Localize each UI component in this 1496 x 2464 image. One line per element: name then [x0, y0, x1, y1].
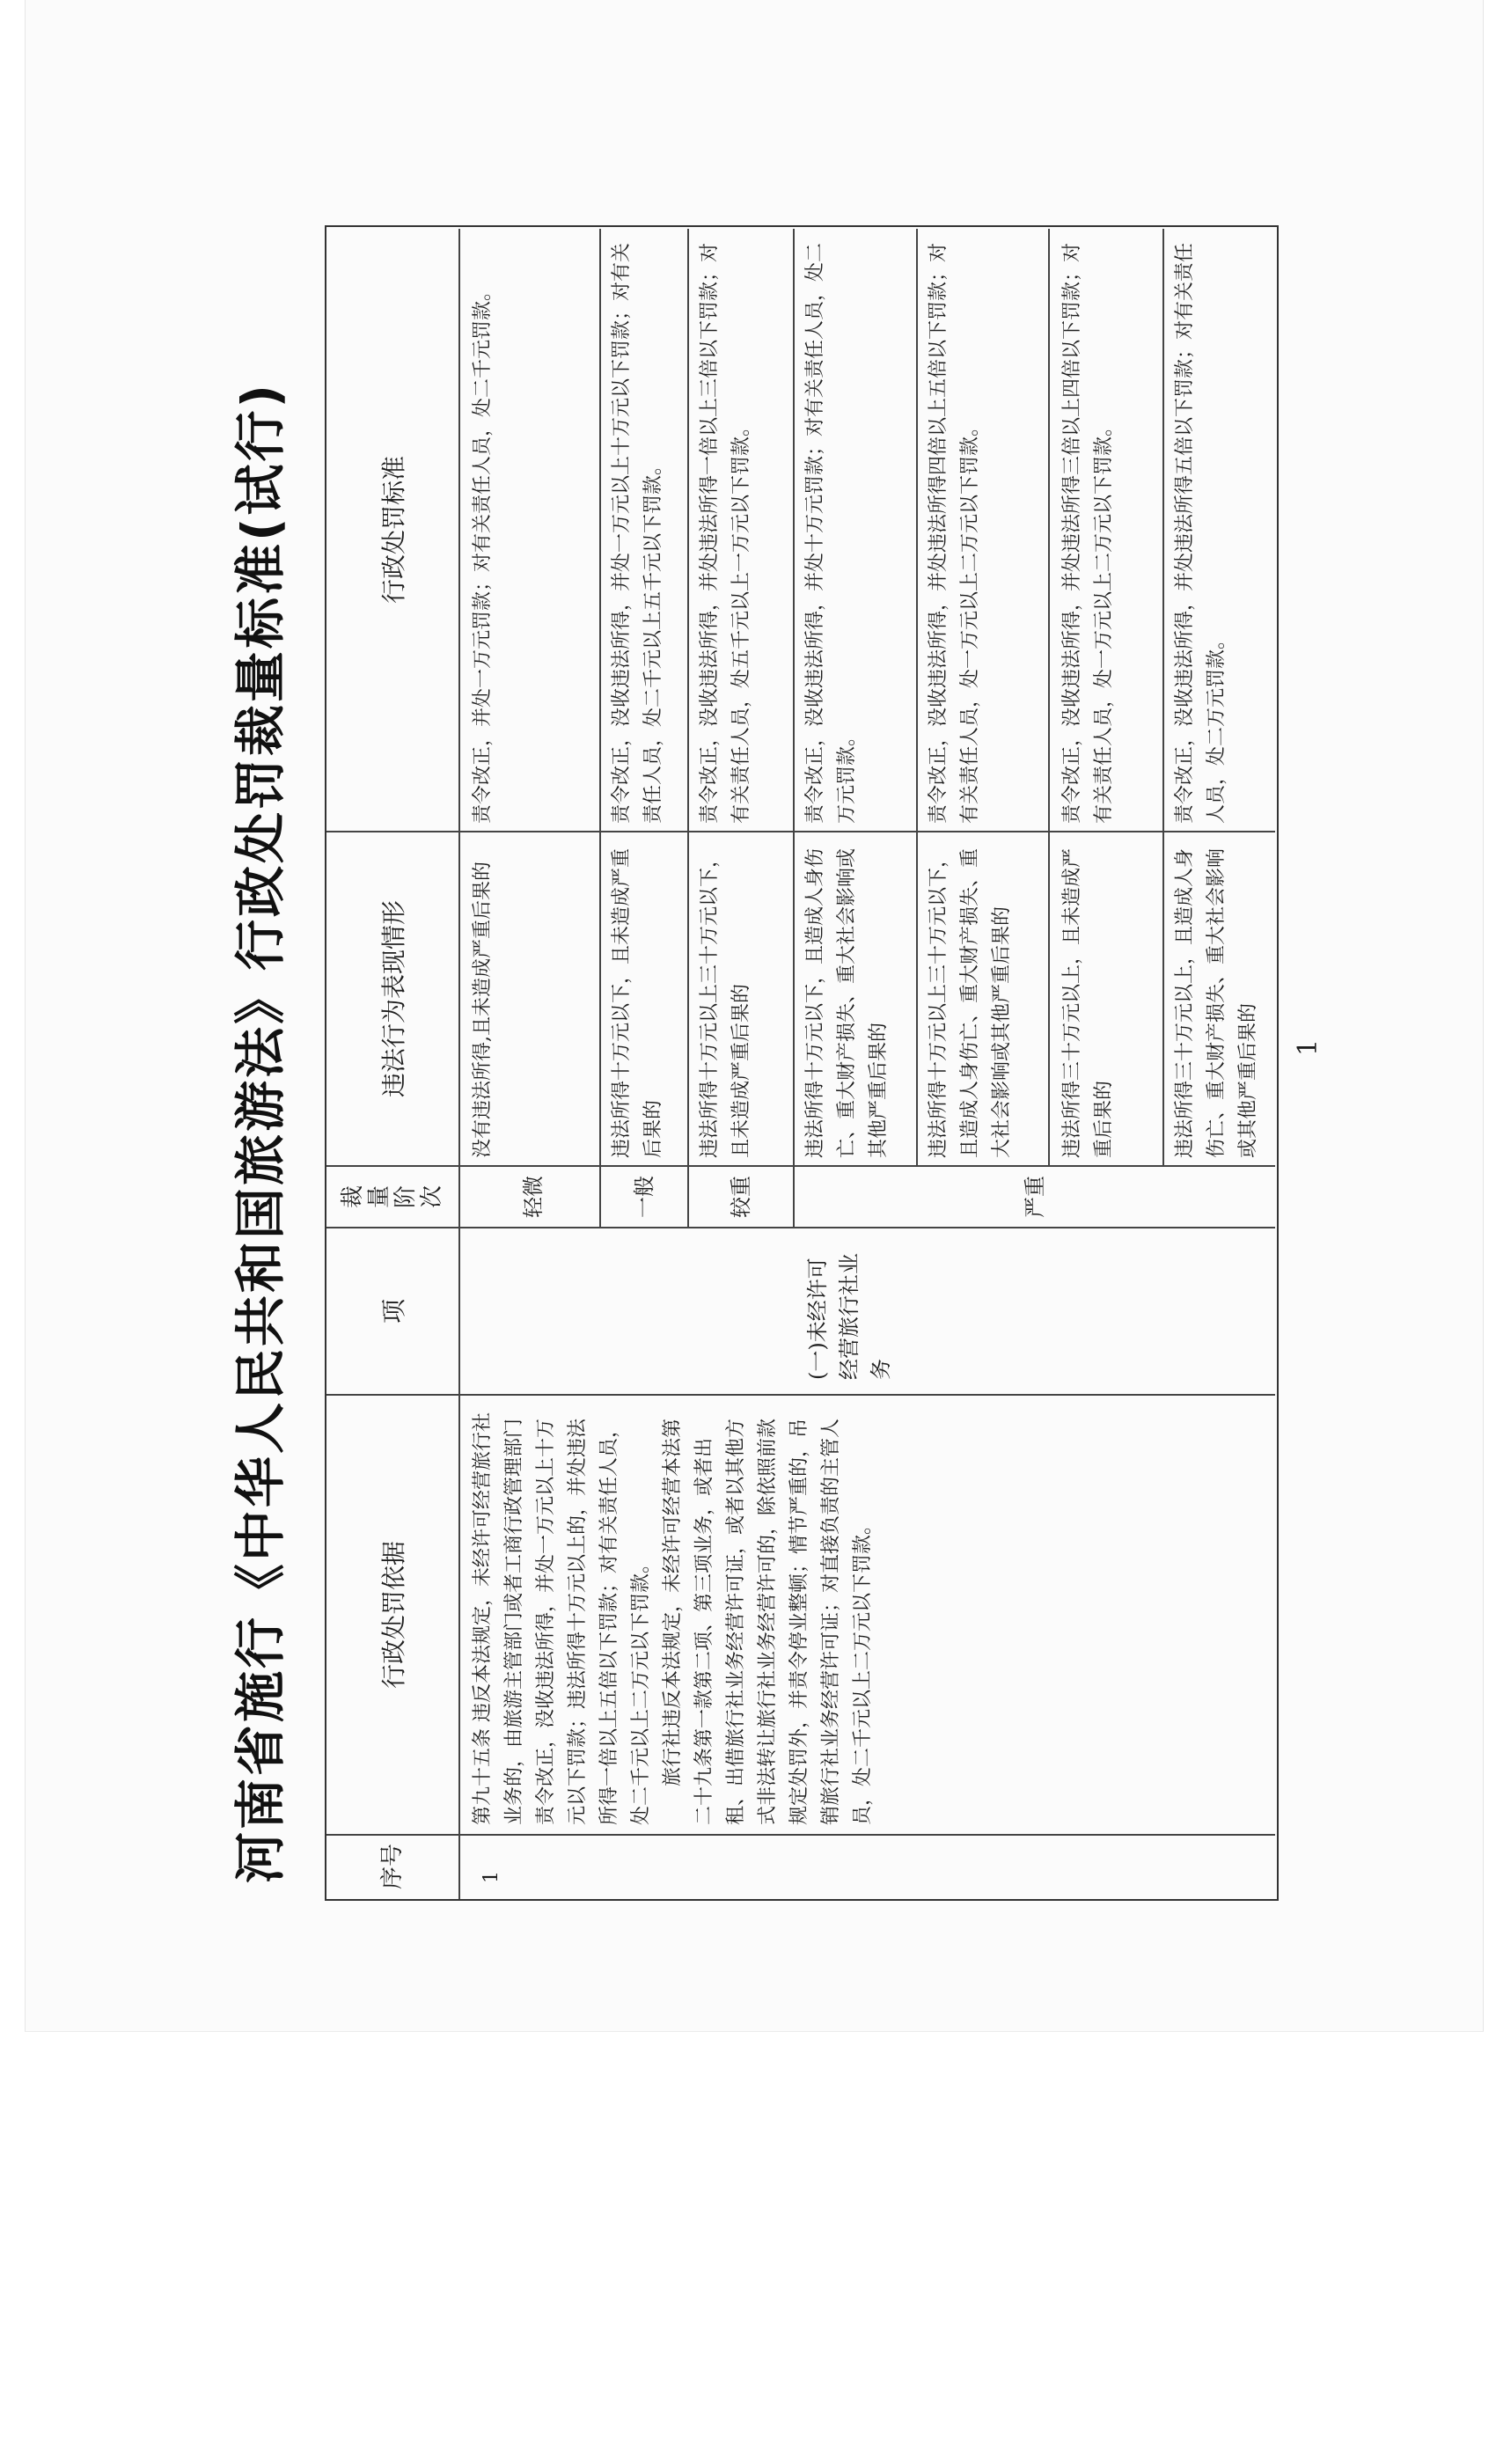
item-name: (一)未经许可经营旅行社业务	[805, 1253, 893, 1380]
situation-1: 违法所得十万元以下，且未造成严重后果的	[611, 847, 664, 1158]
document-title: 河南省施行《中华人民共和国旅游法》行政处罚裁量标准(试行)	[231, 381, 290, 1883]
standard-2: 责令改正，没收违法所得，并处违法所得一倍以上三倍以下罚款；对有关责任人员，处五千元以上一万元以下罚款。	[699, 242, 752, 824]
level-general: 一般	[632, 1176, 656, 1218]
scanned-page	[25, 0, 1484, 2032]
standard-6: 责令改正，没收违法所得，并处违法所得五倍以下罚款；对有关责任人员，处二万元罚款。	[1174, 242, 1228, 824]
page-number: 1	[1293, 1038, 1324, 1056]
row-seq: 1	[480, 1871, 502, 1883]
header-level: 裁量阶次	[340, 1185, 445, 1209]
penalty-table	[325, 225, 1279, 1901]
standard-4: 责令改正，没收违法所得，并处违法所得四倍以上五倍以下罚款；对有关责任人员，处一万元以上二万元以下罚款。	[928, 242, 981, 824]
level-severe: 严重	[1023, 1176, 1047, 1218]
header-seq: 序号	[379, 1844, 406, 1890]
situation-6: 违法所得三十万元以上，且造成人身伤亡、重大财产损失、重大社会影响或其他严重后果的	[1174, 847, 1259, 1158]
situation-4: 违法所得十万元以上三十万元以下，且造成人身伤亡、重大财产损失、重大社会影响或其他严重后果的	[928, 847, 1013, 1158]
penalty-basis	[467, 1403, 879, 1825]
situation-0: 没有违法所得,且未造成严重后果的	[472, 862, 494, 1158]
situation-3: 违法所得十万元以下，且造成人身伤亡、重大财产损失、重大社会影响或其他严重后果的	[804, 847, 890, 1158]
rotated-document	[202, 176, 1363, 1936]
standard-0: 责令改正，并处一万元罚款；对有关责任人员，处二千元罚款。	[472, 281, 494, 824]
level-light: 轻微	[521, 1176, 546, 1218]
header-item: 项	[379, 1299, 408, 1324]
situation-5: 违法所得三十万元以上，且未造成严重后果的	[1061, 847, 1115, 1158]
basis-paragraph-1: 第九十五条 违反本法规定，未经许可经营旅行社业务的，由旅游主管部门或者工商行政管理部门责令改正，没收违法所得，并处一万元以上十万元以下罚款；违法所得十万元以上的，并处违法所得一倍以上五倍以下罚款；对有关责任人员，处二千元以上二万元以下罚款。	[472, 1412, 652, 1825]
standard-5: 责令改正，没收违法所得，并处违法所得三倍以上四倍以下罚款；对有关责任人员，处一万元以上二万元以下罚款。	[1061, 242, 1115, 824]
standard-1: 责令改正，没收违法所得，并处一万元以上十万元以下罚款；对有关责任人员，处二千元以上五千元以下罚款。	[611, 242, 664, 824]
standard-3: 责令改正，没收违法所得，并处十万元罚款；对有关责任人员，处二万元罚款。	[804, 242, 858, 824]
level-heavier: 较重	[729, 1176, 753, 1218]
basis-paragraph-2: 旅行社违反本法规定，未经许可经营本法第二十九条第一款第二项、第三项业务，或者出租、出借旅行社业务经营许可证，或者以其他方式非法转让旅行社业务经营许可的，除依照前款规定处罚外，并责令停业整顿；情节严重的，吊销旅行社业务经营许可证；对直接负责的主管人员，处二千元以上二万元以下罚款。	[662, 1418, 874, 1825]
header-standard: 行政处罚标准	[379, 456, 408, 605]
header-basis: 行政处罚依据	[379, 1541, 408, 1690]
situation-2: 违法所得十万元以上三十万元以下，且未造成严重后果的	[699, 847, 752, 1158]
header-situation: 违法行为表现情形	[379, 900, 408, 1098]
